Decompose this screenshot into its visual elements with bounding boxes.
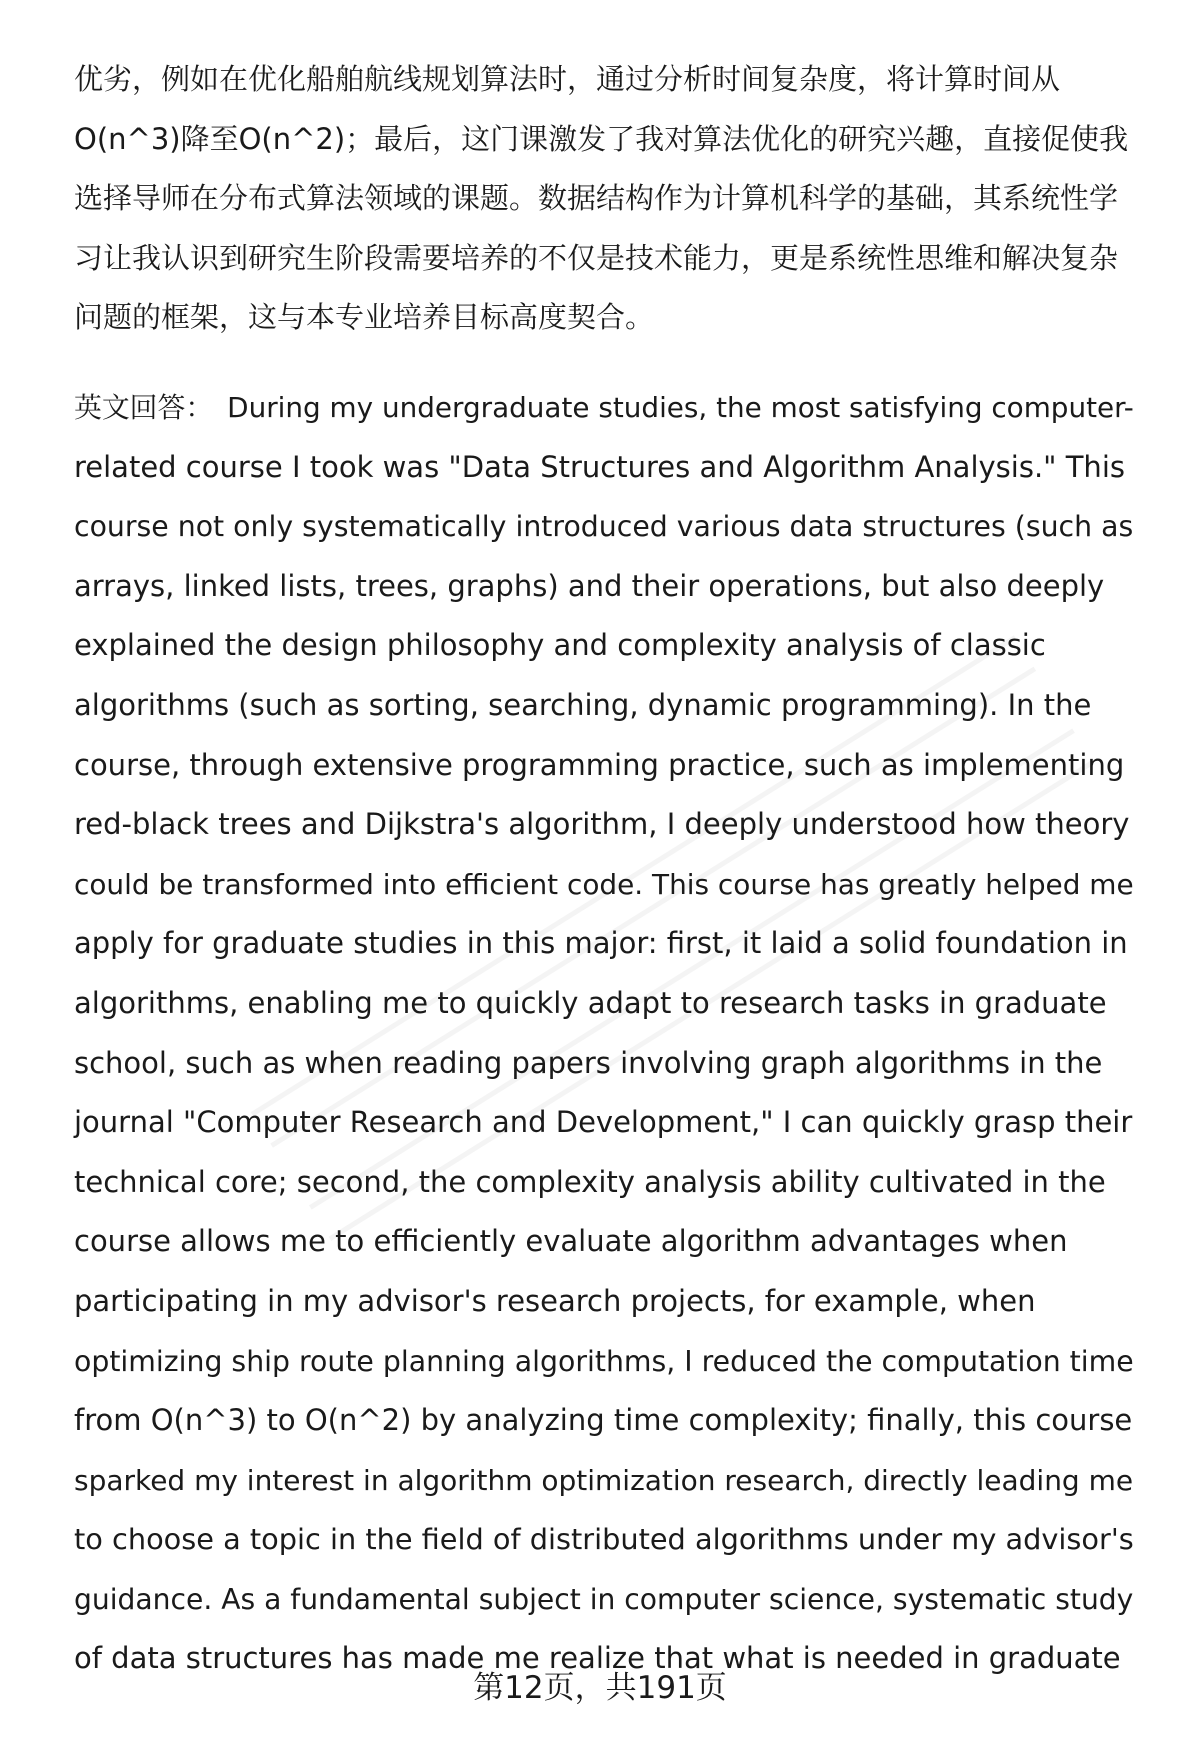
english-answer-line: related course I took was "Data Structures and Algorithm Analysis." This bbox=[74, 449, 1125, 484]
english-answer-line: During my undergraduate studies, the most satisfying computer- bbox=[227, 391, 1134, 424]
english-answer-line: of data structures has made me realize that what is needed in graduate bbox=[74, 1641, 1121, 1676]
english-answer-label: 英文回答： bbox=[74, 391, 214, 424]
english-answer-line: guidance. As a fundamental subject in computer science, systematic study bbox=[74, 1582, 1134, 1616]
english-answer-line: school, such as when reading papers involving graph algorithms in the bbox=[74, 1045, 1103, 1080]
english-answer-line: sparked my interest in algorithm optimization research, directly leading me bbox=[74, 1463, 1134, 1497]
english-answer-line: arrays, linked lists, trees, graphs) and their operations, but also deeply bbox=[74, 568, 1105, 603]
english-answer-line: from O(n^3) to O(n^2) by analyzing time complexity; finally, this course bbox=[74, 1403, 1133, 1438]
english-answer-line: course, through extensive programming practice, such as implementing bbox=[74, 747, 1125, 782]
english-answer-line: to choose a topic in the field of distributed algorithms under my advisor's bbox=[74, 1522, 1134, 1557]
english-answer-first-line bbox=[74, 378, 1134, 438]
english-answer-line: apply for graduate studies in this major: first, it laid a solid foundation in bbox=[74, 926, 1128, 961]
chinese-answer-line: 习让我认识到研究生阶段需要培养的不仅是技术能力，更是系统性思维和解决复杂 bbox=[74, 240, 1119, 275]
english-answer-line: algorithms (such as sorting, searching, dynamic programming). In the bbox=[74, 687, 1092, 722]
english-answer-line: participating in my advisor's research projects, for example, when bbox=[74, 1283, 1036, 1318]
english-answer-line: course allows me to efficiently evaluate algorithm advantages when bbox=[74, 1224, 1068, 1259]
page-number-footer: 第12页，共191页 bbox=[473, 1670, 727, 1706]
chinese-answer-paragraph bbox=[74, 50, 1134, 348]
english-answer-line: optimizing ship route planning algorithms, I reduced the computation time bbox=[74, 1344, 1134, 1378]
english-answer-line: technical core; second, the complexity analysis ability cultivated in the bbox=[74, 1164, 1106, 1199]
chinese-answer-line: O(n^3)降至O(n^2)；最后，这门课激发了我对算法优化的研究兴趣，直接促使我 bbox=[74, 121, 1129, 156]
chinese-answer-line: 问题的框架，这与本专业培养目标高度契合。 bbox=[74, 300, 655, 335]
chinese-answer-line: 优劣，例如在优化船舶航线规划算法时，通过分析时间复杂度，将计算时间从 bbox=[74, 62, 1061, 96]
english-answer-line: red-black trees and Dijkstra's algorithm, I deeply understood how theory bbox=[74, 807, 1130, 842]
english-answer-line: could be transformed into efficient code. This course has greatly helped me bbox=[74, 867, 1134, 901]
english-answer-paragraph bbox=[74, 378, 1134, 1689]
english-answer-line: course not only systematically introduced various data structures (such as bbox=[74, 510, 1134, 544]
english-answer-line: journal "Computer Research and Development," I can quickly grasp their bbox=[74, 1105, 1133, 1140]
english-answer-line: algorithms, enabling me to quickly adapt to research tasks in graduate bbox=[74, 985, 1107, 1020]
english-answer-line: explained the design philosophy and complexity analysis of classic bbox=[74, 628, 1046, 663]
chinese-answer-line: 选择导师在分布式算法领域的课题。数据结构作为计算机科学的基础，其系统性学 bbox=[74, 181, 1119, 216]
